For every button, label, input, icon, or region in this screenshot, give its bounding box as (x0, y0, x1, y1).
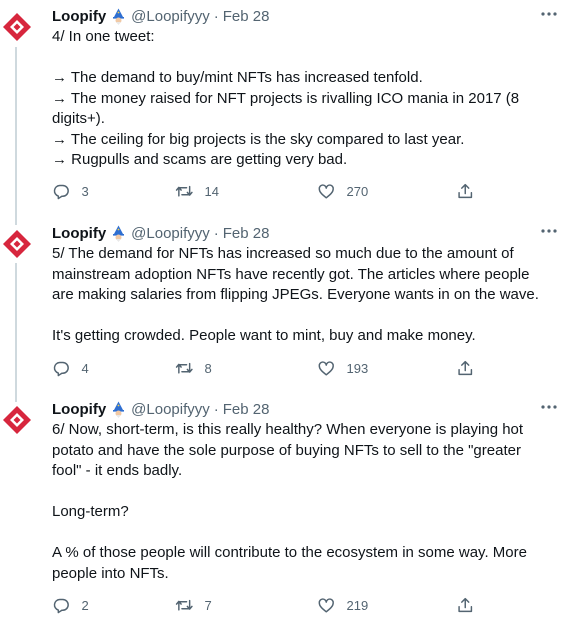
reply-icon (52, 359, 71, 378)
more-options-icon[interactable] (538, 221, 560, 241)
tweet-text-content: 6/ Now, short-term, is this really healthy? When everyone is playing hot potato and have the sole purpose of buying NFTs to sell to the "greater fool" - it ends badly. Long-term? A % of those people will contribute to the ecosystem in some way. More people into NFTs. (52, 421, 527, 582)
tweet-text (52, 420, 552, 584)
retweet-icon (175, 359, 194, 378)
tweet-date[interactable]: Feb 28 (222, 400, 270, 418)
tweet-text-content: 4/ In one tweet: → The demand to buy/mint NFTs has increased tenfold. → The money raised for NFT projects is rivalling ICO mania in 2017 (8 digits+). → The ceiling for big projects is the sky compared to last year. → Rugpulls and scams are getting very bad. (52, 28, 520, 168)
retweet-count: 8 (204, 360, 212, 376)
share-icon (456, 359, 475, 378)
share-button[interactable] (456, 594, 475, 616)
share-icon (456, 596, 475, 615)
author-name[interactable]: Loopify (52, 224, 107, 242)
separator-dot: · (213, 7, 219, 25)
tweet-header (52, 5, 269, 27)
retweet-icon (175, 182, 194, 201)
tweet[interactable] (0, 0, 574, 212)
like-count: 193 (346, 360, 369, 376)
separator-dot: · (213, 400, 219, 418)
author-handle[interactable]: @Loopifyyy (131, 7, 210, 25)
tweet-actions (52, 180, 482, 202)
like-button[interactable] (317, 357, 368, 379)
heart-icon (317, 359, 336, 378)
wizard-badge-icon (110, 8, 127, 25)
tweet-date[interactable]: Feb 28 (222, 224, 270, 242)
share-button[interactable] (456, 357, 475, 379)
retweet-button[interactable] (175, 180, 219, 202)
retweet-button[interactable] (175, 594, 212, 616)
author-handle[interactable]: @Loopifyyy (131, 224, 210, 242)
like-count: 219 (346, 597, 369, 613)
avatar-icon[interactable] (0, 228, 34, 260)
heart-icon (317, 182, 336, 201)
retweet-icon (175, 596, 194, 615)
retweet-count: 7 (204, 597, 212, 613)
heart-icon (317, 596, 336, 615)
reply-button[interactable] (52, 594, 89, 616)
tweet-header (52, 222, 269, 244)
author-name[interactable]: Loopify (52, 400, 107, 418)
wizard-badge-icon (110, 225, 127, 242)
reply-icon (52, 182, 71, 201)
tweet-header (52, 398, 269, 420)
reply-count: 4 (81, 360, 89, 376)
author-handle[interactable]: @Loopifyyy (131, 400, 210, 418)
more-options-icon[interactable] (538, 4, 560, 24)
like-count: 270 (346, 183, 369, 199)
separator-dot: · (213, 224, 219, 242)
like-button[interactable] (317, 180, 368, 202)
tweet-actions (52, 357, 482, 379)
share-button[interactable] (456, 180, 475, 202)
share-icon (456, 182, 475, 201)
avatar-icon[interactable] (0, 404, 34, 436)
reply-button[interactable] (52, 180, 89, 202)
retweet-button[interactable] (175, 357, 212, 379)
reply-icon (52, 596, 71, 615)
retweet-count: 14 (204, 183, 219, 199)
tweet[interactable] (0, 393, 574, 622)
author-name[interactable]: Loopify (52, 7, 107, 25)
tweet-text (52, 27, 552, 171)
tweet-text-content: 5/ The demand for NFTs has increased so much due to the amount of mainstream adoption NFTs have recently got. The articles where people are making salaries from flipping JPEGs. Everyone wants in on the wave. It's getting crowded. People want to mint, buy and make money. (52, 245, 539, 344)
like-button[interactable] (317, 594, 368, 616)
wizard-badge-icon (110, 401, 127, 418)
more-options-icon[interactable] (538, 397, 560, 417)
tweet[interactable] (0, 217, 574, 390)
tweet-text (52, 244, 552, 347)
reply-button[interactable] (52, 357, 89, 379)
tweet-actions (52, 594, 482, 616)
reply-count: 2 (81, 597, 89, 613)
avatar-icon[interactable] (0, 11, 34, 43)
tweet-date[interactable]: Feb 28 (222, 7, 270, 25)
reply-count: 3 (81, 183, 89, 199)
